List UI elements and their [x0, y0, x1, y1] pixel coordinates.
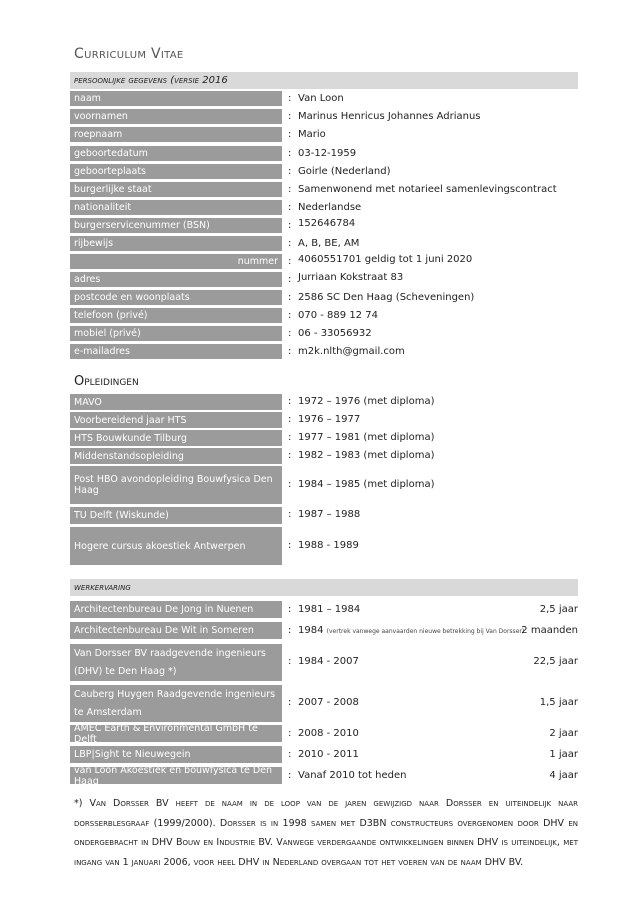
education-row: MAVO : 1972 – 1976 (met diploma): [70, 394, 578, 410]
row-value: 1977 – 1981 (met diploma): [298, 432, 435, 443]
work-row: Cauberg Huygen Raadgevende ingenieurs te Amsterdam : 2007 - 2008 1,5 jaar: [70, 685, 578, 722]
page-title: Curriculum Vitae: [74, 46, 184, 62]
row-value: 1987 – 1988: [298, 509, 361, 520]
row-value: 06 - 33056932: [298, 328, 372, 339]
work-row: Architectenbureau De Wit in Someren : 1984 (vertrek vanwege aanvaarden nieuwe betrekking bij Van Dorsser) 2 maanden: [70, 622, 578, 639]
row-value: Samenwonend met notarieel samenlevingscontract: [298, 184, 557, 195]
row-value: A, B, BE, AM: [298, 238, 360, 249]
row-label: Van Dorsser BV raadgevende ingenieurs (DHV) te Den Haag *): [70, 644, 282, 681]
row-value-text: 1984: [298, 625, 324, 636]
footnote: *) Van Dorsser BV heeft de naam in de loop van de jaren gewijzigd naar Dorsser en uiteindelijk naar dorsserblesgraaf (1999/2000). Dorsser is in 1998 samen met D3BN constructeurs overgenomen door DHV en ondergebracht in DHV Bouw en Industrie BV. Vanwege verdergaande ontwikkelingen binnen DHV is uiteindelijk, met ingang van 1 januari 2006, voor heel DHV in Nederland overgaan tot het voeren van de naam DHV BV.: [74, 798, 578, 868]
row-label: naam: [70, 91, 282, 106]
row-value: 2010 - 2011: [298, 749, 359, 760]
education-row: Voorbereidend jaar HTS : 1976 – 1977: [70, 412, 578, 428]
personal-row: nationaliteit : Nederlandse: [70, 200, 578, 215]
row-value-note: (vertrek vanwege aanvaarden nieuwe betrekking bij Van Dorsser): [326, 628, 525, 635]
row-label: mobiel (privé): [70, 326, 282, 341]
work-row: Architectenbureau De Jong in Nuenen : 1981 – 1984 2,5 jaar: [70, 601, 578, 618]
row-label: van Loon Akoestiek en bouwfysica te Den Haag: [70, 767, 282, 784]
row-value: Vanaf 2010 tot heden: [298, 770, 407, 781]
row-label: voornamen: [70, 109, 282, 124]
row-value: 1972 – 1976 (met diploma): [298, 396, 435, 407]
row-label: geboorteplaats: [70, 164, 282, 179]
row-value: 2008 - 2010: [298, 728, 359, 739]
row-value: 4060551701 geldig tot 1 juni 2020: [298, 254, 473, 265]
section-header-work: werkervaring: [70, 579, 578, 596]
row-label: geboortedatum: [70, 146, 282, 161]
row-label: HTS Bouwkunde Tilburg: [70, 430, 282, 446]
row-label: e-mailadres: [70, 344, 282, 359]
row-value: 1982 – 1983 (met diploma): [298, 450, 435, 461]
personal-row: telefoon (privé) : 070 - 889 12 74: [70, 308, 578, 323]
row-duration: 2 jaar: [549, 728, 578, 739]
personal-row: geboorteplaats : Goirle (Nederland): [70, 164, 578, 179]
row-label: postcode en woonplaats: [70, 290, 282, 305]
personal-row: mobiel (privé) : 06 - 33056932: [70, 326, 578, 341]
row-value: Mario: [298, 129, 326, 140]
education-row: Hogere cursus akoestiek Antwerpen : 1988 - 1989: [70, 527, 578, 565]
row-label: LBP|Sight te Nieuwegein: [70, 746, 282, 763]
row-value: 070 - 889 12 74: [298, 310, 378, 321]
row-label: MAVO: [70, 394, 282, 410]
personal-row: roepnaam : Mario: [70, 127, 578, 142]
row-value: 1976 – 1977: [298, 414, 361, 425]
row-duration: 4 jaar: [549, 770, 578, 781]
row-label: rijbewijs: [70, 236, 282, 251]
row-label: adres: [70, 272, 282, 287]
education-row: TU Delft (Wiskunde) : 1987 – 1988: [70, 507, 578, 524]
row-label: burgerlijke staat: [70, 182, 282, 197]
row-duration: 2,5 jaar: [539, 604, 578, 615]
row-value: 1984 – 1985 (met diploma): [298, 479, 435, 490]
education-row: Middenstandsopleiding : 1982 – 1983 (met diploma): [70, 448, 578, 464]
row-label: Hogere cursus akoestiek Antwerpen: [70, 527, 282, 565]
row-value: Marinus Henricus Johannes Adrianus: [298, 111, 481, 122]
personal-row: adres : Jurriaan Kokstraat 83: [70, 272, 578, 287]
work-row: LBP|Sight te Nieuwegein : 2010 - 2011 1 jaar: [70, 746, 578, 763]
personal-row: geboortedatum : 03-12-1959: [70, 146, 578, 161]
personal-row: voornamen : Marinus Henricus Johannes Adrianus: [70, 109, 578, 124]
row-duration: 22,5 jaar: [533, 656, 578, 667]
work-row: Van Dorsser BV raadgevende ingenieurs (DHV) te Den Haag *) : 1984 - 2007 22,5 jaar: [70, 644, 578, 681]
education-row: HTS Bouwkunde Tilburg : 1977 – 1981 (met diploma): [70, 430, 578, 446]
row-label: Cauberg Huygen Raadgevende ingenieurs te Amsterdam: [70, 685, 282, 722]
personal-row: burgerlijke staat : Samenwonend met notarieel samenlevingscontract: [70, 182, 578, 197]
row-value: Jurriaan Kokstraat 83: [298, 272, 404, 283]
row-value: 2586 SC Den Haag (Scheveningen): [298, 292, 475, 303]
row-value: Goirle (Nederland): [298, 166, 391, 177]
row-label: telefoon (privé): [70, 308, 282, 323]
section-header-education: Opleidingen: [74, 374, 139, 389]
row-label: burgerservicenummer (BSN): [70, 218, 282, 233]
education-row: Post HBO avondopleiding Bouwfysica Den Haag : 1984 – 1985 (met diploma): [70, 466, 578, 504]
row-label: nummer: [70, 254, 282, 269]
section-header-personal: persoonlijke gegevens (versie 2016: [70, 72, 578, 89]
row-duration: 1,5 jaar: [539, 697, 578, 708]
row-label: Voorbereidend jaar HTS: [70, 412, 282, 428]
row-label: Post HBO avondopleiding Bouwfysica Den Haag: [70, 466, 282, 504]
row-label: nationaliteit: [70, 200, 282, 215]
personal-row: burgerservicenummer (BSN) : 152646784: [70, 218, 578, 233]
row-value: 1984 - 2007: [298, 656, 359, 667]
row-value: m2k.nlth@gmail.com: [298, 346, 405, 357]
row-label: Architectenbureau De Wit in Someren: [70, 622, 282, 639]
work-row: van Loon Akoestiek en bouwfysica te Den Haag : Vanaf 2010 tot heden 4 jaar: [70, 767, 578, 784]
row-duration: 1 jaar: [549, 749, 578, 760]
personal-row: rijbewijs : A, B, BE, AM: [70, 236, 578, 251]
row-value: 1981 – 1984: [298, 604, 361, 615]
row-label: roepnaam: [70, 127, 282, 142]
personal-row: postcode en woonplaats : 2586 SC Den Haag (Scheveningen): [70, 290, 578, 305]
personal-row: e-mailadres : m2k.nlth@gmail.com: [70, 344, 578, 359]
row-value: Van Loon: [298, 93, 344, 104]
row-label: Architectenbureau De Jong in Nuenen: [70, 601, 282, 618]
row-value: 1988 - 1989: [298, 540, 359, 551]
row-duration: 2 maanden: [521, 625, 578, 636]
row-label: AMEC Earth & Environmental GmbH te Delft: [70, 725, 282, 742]
row-value: Nederlandse: [298, 202, 362, 213]
row-value: 03-12-1959: [298, 148, 357, 159]
personal-row: nummer : 4060551701 geldig tot 1 juni 2020: [70, 254, 578, 269]
row-label: TU Delft (Wiskunde): [70, 507, 282, 524]
row-label: Middenstandsopleiding: [70, 448, 282, 464]
row-value: 2007 - 2008: [298, 697, 359, 708]
work-row: AMEC Earth & Environmental GmbH te Delft : 2008 - 2010 2 jaar: [70, 725, 578, 742]
row-value: 152646784: [298, 218, 356, 229]
row-value: [298, 625, 524, 636]
personal-row: naam : Van Loon: [70, 91, 578, 106]
